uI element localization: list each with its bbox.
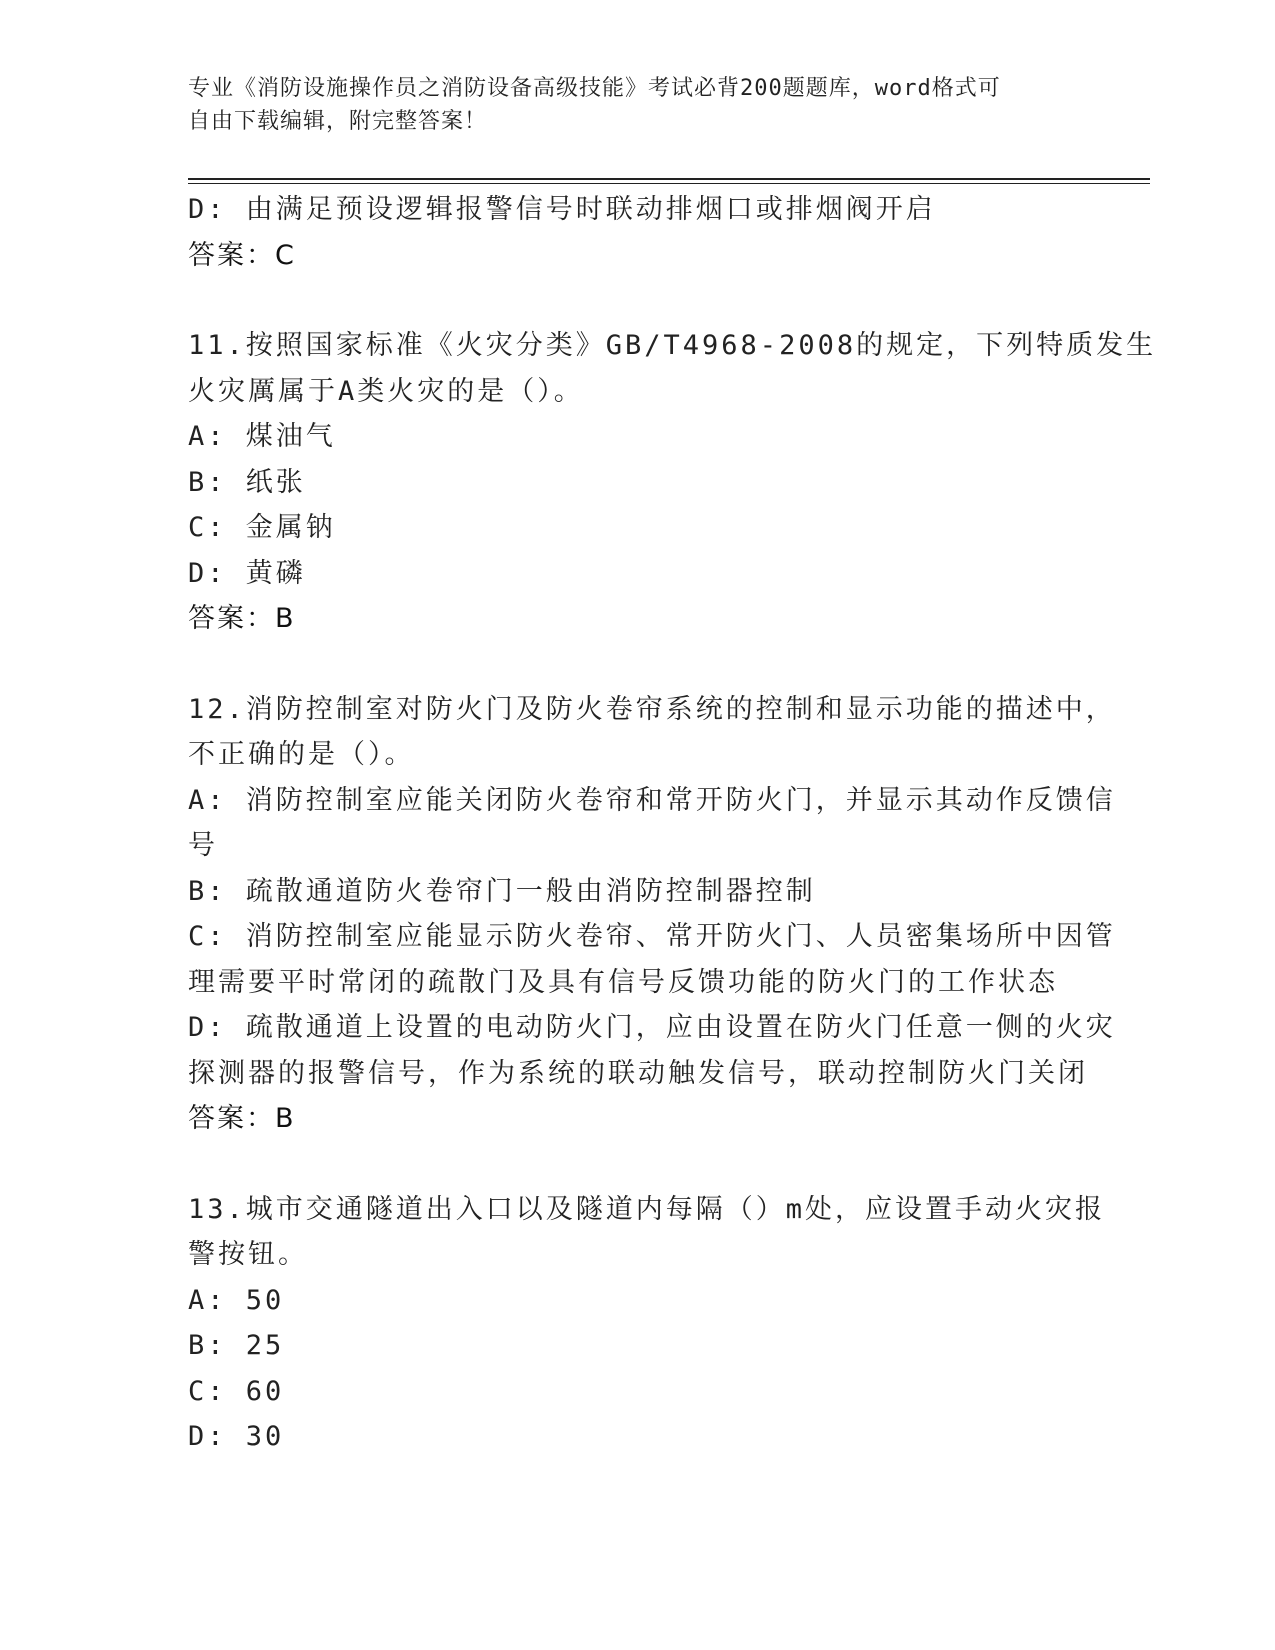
question-10-tail [188,187,1088,278]
option-d: D: 疏散通道上设置的电动防火门，应由设置在防火门任意一侧的火灾 [188,1012,1116,1043]
header-divider-thin [188,183,1150,184]
option-a: A: 煤油气 [188,421,336,452]
question-11 [188,323,1157,642]
header-divider-thick [188,178,1150,180]
answer-line: 答案：B [188,603,296,634]
question-12 [188,687,1116,1142]
option-b: B: 25 [188,1330,285,1361]
option-b: B: 疏散通道防火卷帘门一般由消防控制器控制 [188,875,816,907]
option-d-continued: 探测器的报警信号，作为系统的联动触发信号，联动控制防火门关闭 [188,1057,1088,1089]
spacer [188,1142,1088,1187]
option-c-continued: 理需要平时常闭的疏散门及具有信号反馈功能的防火门的工作状态 [188,966,1058,998]
question-stem-continued: 警按钮。 [188,1239,308,1270]
spacer [188,642,1088,687]
question-stem: 12.消防控制室对防火门及防火卷帘系统的控制和显示功能的描述中， [188,693,1116,725]
question-content [188,187,1157,1460]
option-a: A: 消防控制室应能关闭防火卷帘和常开防火门，并显示其动作反馈信 [188,784,1116,816]
question-stem: 13.城市交通隧道出入口以及隧道内每隔（）m处，应设置手动火灾报 [188,1193,1106,1225]
header-title-line-2: 自由下载编辑，附完整答案！ [188,109,488,134]
spacer [188,278,1088,323]
option-d: D: 由满足预设逻辑报警信号时联动排烟口或排烟阀开启 [188,194,936,225]
option-b: B: 纸张 [188,466,306,498]
answer-line: 答案：C [188,239,296,271]
option-c: C: 消防控制室应能显示防火卷帘、常开防火门、人员密集场所中因管 [188,921,1116,952]
option-c: C: 60 [188,1375,285,1407]
question-stem: 11.按照国家标准《火灾分类》GB/T4968-2008的规定，下列特质发生 [188,330,1157,361]
option-a-continued: 号 [188,830,218,861]
option-a: A: 50 [188,1284,285,1316]
question-stem-continued: 火灾厲属于A类火灾的是（）。 [188,375,584,407]
question-stem-continued: 不正确的是（）。 [188,739,415,770]
option-d: D: 30 [188,1421,285,1452]
option-d: D: 黄磷 [188,557,306,589]
answer-line: 答案：B [188,1103,296,1134]
option-c: C: 金属钠 [188,512,336,543]
header-title-line-1: 专业《消防设施操作员之消防设备高级技能》考试必背200题题库，word格式可 [188,76,1001,101]
question-13 [188,1187,1106,1460]
document-header [188,72,1068,138]
